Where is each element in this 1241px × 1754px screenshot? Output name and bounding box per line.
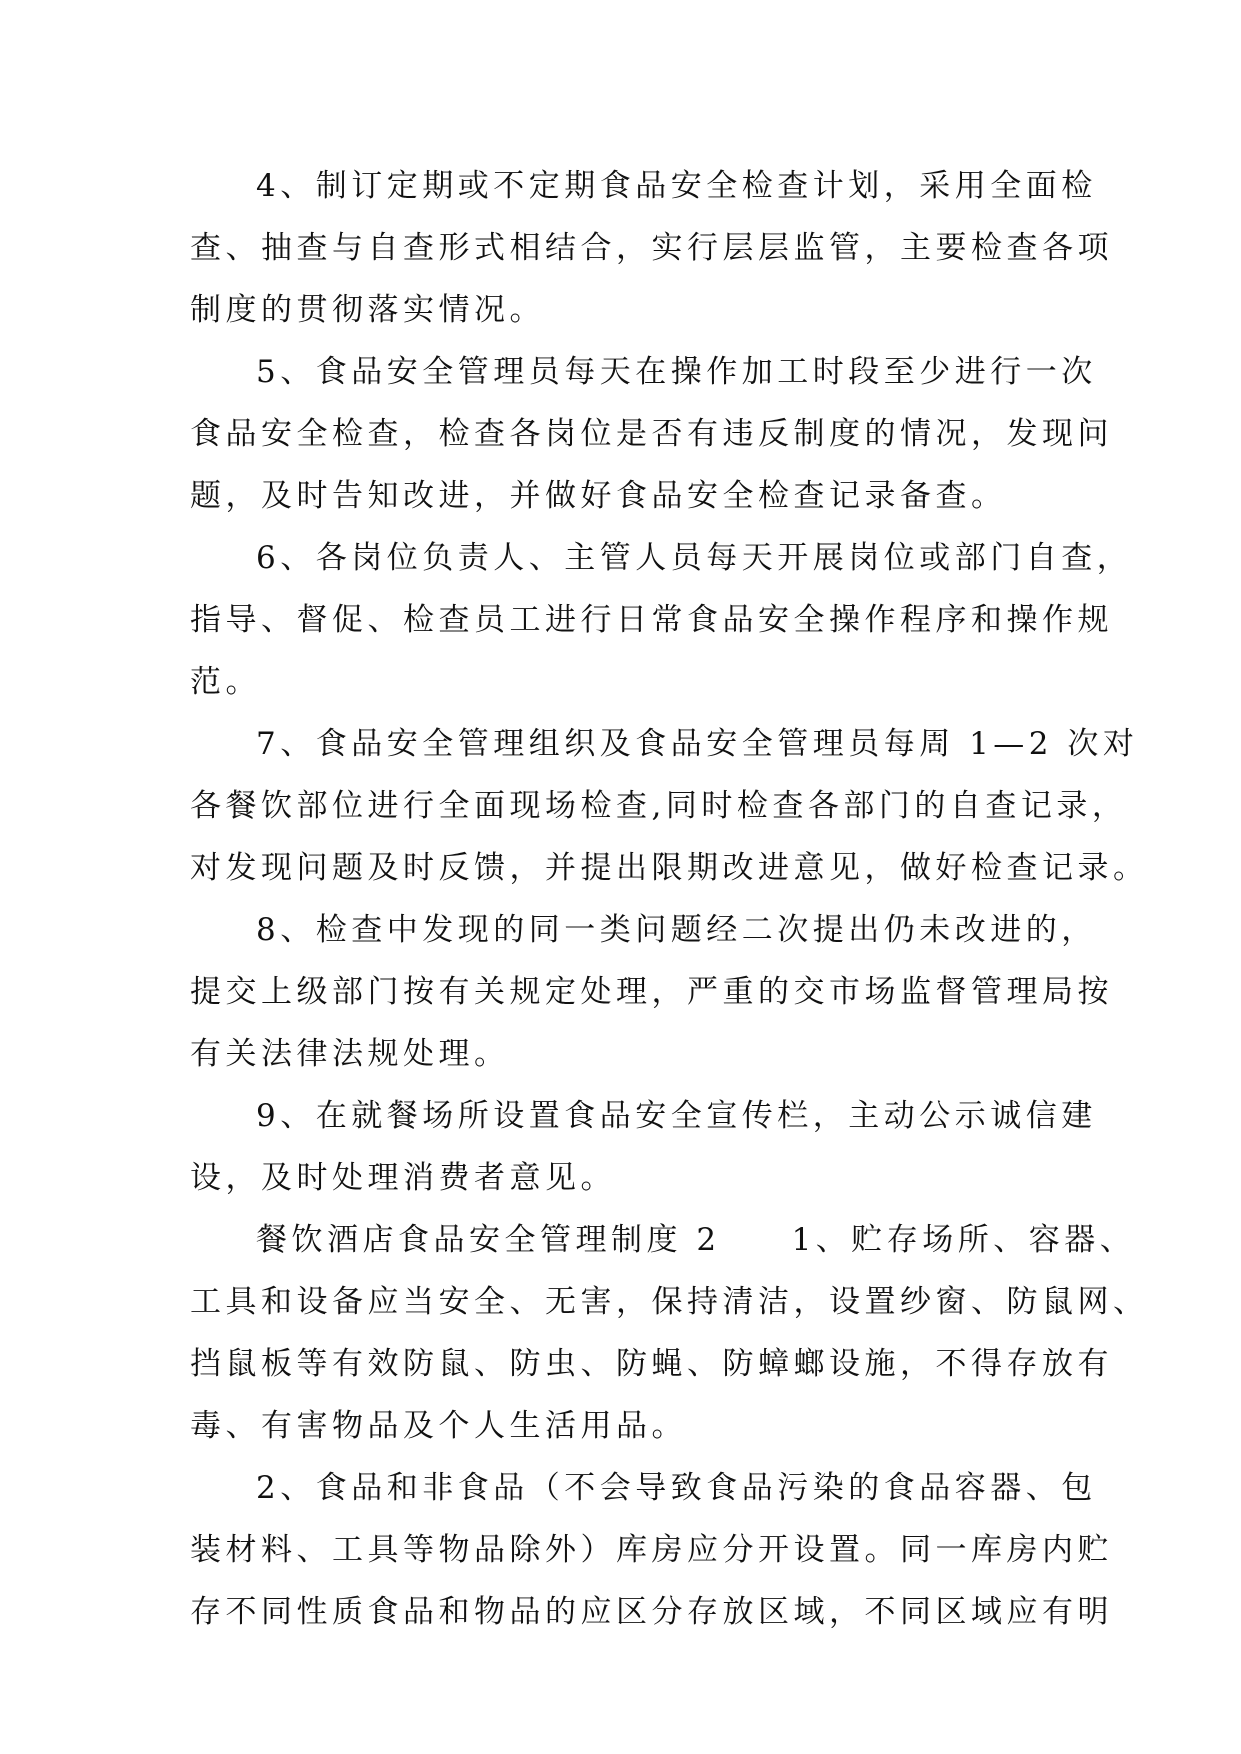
paragraph-5-line-1: 5、食品安全管理员每天在操作加工时段至少进行一次 <box>256 354 1097 390</box>
section-2-paragraph-2-line-2: 装材料、工具等物品除外）库房应分开设置。同一库房内贮 <box>190 1532 1113 1568</box>
paragraph-4-line-3: 制度的贯彻落实情况。 <box>190 292 545 328</box>
paragraph-6-line-2: 指导、督促、检查员工进行日常食品安全操作程序和操作规 <box>190 602 1113 638</box>
section-2-paragraph-1-line-4: 毒、有害物品及个人生活用品。 <box>190 1408 687 1444</box>
paragraph-4-line-2: 查、抽查与自查形式相结合，实行层层监管，主要检查各项 <box>190 230 1113 266</box>
paragraph-7-line-3: 对发现问题及时反馈，并提出限期改进意见，做好检查记录。 <box>190 850 1149 886</box>
paragraph-6-line-1: 6、各岗位负责人、主管人员每天开展岗位或部门自查， <box>256 540 1133 576</box>
paragraph-7-line-1: 7、食品安全管理组织及食品安全管理员每周 1—2 次对 <box>256 726 1139 762</box>
section-2-paragraph-1-line-1: 餐饮酒店食品安全管理制度 2 1、贮存场所、容器、 <box>256 1222 1136 1258</box>
paragraph-5-line-2: 食品安全检查，检查各岗位是否有违反制度的情况，发现问 <box>190 416 1113 452</box>
paragraph-8-line-1: 8、检查中发现的同一类问题经二次提出仍未改进的， <box>256 912 1097 948</box>
paragraph-8-line-2: 提交上级部门按有关规定处理，严重的交市场监督管理局按 <box>190 974 1113 1010</box>
paragraph-9-line-1: 9、在就餐场所设置食品安全宣传栏，主动公示诚信建 <box>256 1098 1097 1134</box>
section-2-paragraph-2-line-1: 2、食品和非食品（不会导致食品污染的食品容器、包 <box>256 1470 1097 1506</box>
paragraph-7-line-2: 各餐饮部位进行全面现场检查,同时检查各部门的自查记录， <box>190 788 1128 824</box>
section-2-paragraph-2-line-3: 存不同性质食品和物品的应区分存放区域，不同区域应有明 <box>190 1594 1113 1630</box>
paragraph-5-line-3: 题，及时告知改进，并做好食品安全检查记录备查。 <box>190 478 1007 514</box>
paragraph-9-line-2: 设，及时处理消费者意见。 <box>190 1160 616 1196</box>
section-2-paragraph-1-line-2: 工具和设备应当安全、无害，保持清洁，设置纱窗、防鼠网、 <box>190 1284 1149 1320</box>
section-2-paragraph-1-line-3: 挡鼠板等有效防鼠、防虫、防蝇、防蟑螂设施，不得存放有 <box>190 1346 1113 1382</box>
paragraph-4-line-1: 4、制订定期或不定期食品安全检查计划，采用全面检 <box>256 168 1097 204</box>
paragraph-6-line-3: 范。 <box>190 664 261 700</box>
paragraph-8-line-3: 有关法律法规处理。 <box>190 1036 510 1072</box>
